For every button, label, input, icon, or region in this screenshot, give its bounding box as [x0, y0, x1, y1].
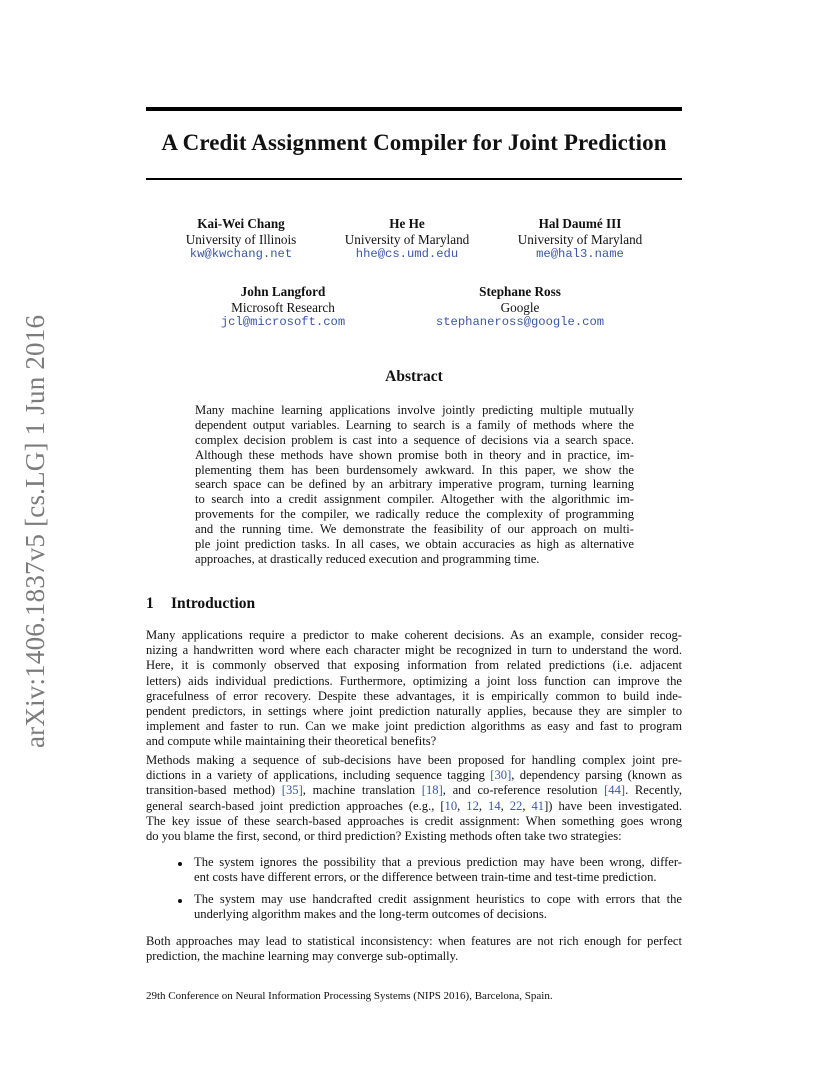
citation-link[interactable]: [30]	[490, 768, 512, 783]
bullet-item-2	[194, 892, 682, 922]
abstract-line: dependent output variables. Learning to search is a family of methods where the	[195, 417, 634, 432]
author-email[interactable]: kw@kwchang.net	[189, 247, 293, 261]
text-line: pendent predictors, in settings where joint prediction naturally applies, because they are simpler to	[146, 703, 682, 718]
bullet-dot	[178, 899, 182, 903]
author-affiliation: University of Maryland	[517, 231, 643, 247]
text-line: Methods making a sequence of sub-decisions have been proposed for handling complex joint pre-	[146, 753, 682, 767]
text-line: transition-based method) [35], machine translation [18], and co-reference resolution [44]. Recently,	[146, 783, 682, 798]
author-block-5	[420, 284, 620, 331]
author-email[interactable]: jcl@microsoft.com	[220, 315, 346, 329]
author-name: He He	[389, 216, 425, 231]
author-block-4	[183, 284, 383, 331]
author-email[interactable]: stephaneross@google.com	[435, 315, 605, 329]
intro-paragraph-1	[146, 628, 682, 750]
text-line: general search-based joint prediction approaches (e.g., [10, 12, 14, 22, 41]) have been investigated.	[146, 798, 682, 813]
abstract-line: plementing them has been burdensomely awkward. In this paper, we show the	[195, 462, 634, 477]
text-line: underlying algorithm makes and the long-term outcomes of decisions.	[194, 907, 547, 922]
abstract-line: ple joint prediction tasks. In all cases, we obtain accuracies as high as alternative	[195, 537, 634, 552]
text-line: Here, it is commonly observed that exposing information from related predictions (i.e. adjacent	[146, 658, 682, 673]
text-line: ent costs have different errors, or the difference between train-time and test-time prediction.	[194, 870, 657, 885]
abstract-line: and the running time. We demonstrate the feasibility of our approach on multi-	[195, 522, 634, 537]
text-line: Many applications require a predictor to make coherent decisions. As an example, consider recog-	[146, 628, 682, 642]
author-name: Kai-Wei Chang	[197, 216, 285, 231]
text-line: The system ignores the possibility that a previous prediction may have been wrong, differ-	[194, 855, 682, 869]
abstract-heading: Abstract	[385, 368, 443, 385]
citation-link[interactable]: 12	[466, 798, 479, 813]
text-line: nizing a handwritten word where each character might be recognized in turn to understand the word.	[146, 643, 682, 658]
text-line: do you blame the first, second, or third prediction? Existing methods often take two strategies:	[146, 828, 622, 843]
abstract-line: Although these methods have shown promise both in theory and in practice, im-	[195, 447, 634, 462]
abstract-line: approaches, at drastically reduced execution and programming time.	[195, 551, 540, 566]
author-affiliation: University of Illinois	[185, 231, 297, 247]
citation-link[interactable]: [35]	[281, 783, 303, 798]
text-line: The key issue of these search-based approaches is credit assignment: When something goes wrong	[146, 813, 682, 828]
author-affiliation: University of Maryland	[344, 231, 470, 247]
section-number: 1	[146, 595, 154, 612]
citation-link[interactable]: 10	[444, 798, 458, 813]
text-line: letters) aids individual predictions. Furthermore, optimizing a joint loss function can improve the	[146, 673, 682, 688]
bullet-dot	[178, 862, 182, 866]
abstract-line: search space can be defined by an arbitrary imperative program, turning learning	[195, 477, 634, 492]
citation-link[interactable]: 22	[509, 798, 523, 813]
author-email[interactable]: me@hal3.name	[536, 247, 624, 261]
intro-paragraph-2	[146, 753, 682, 844]
title-top-rule	[146, 107, 682, 111]
text-line: gracefulness of error recovery. Despite these advantages, it is empirically common to build inde-	[146, 688, 682, 703]
footnote-venue: 29th Conference on Neural Information Processing Systems (NIPS 2016), Barcelona, Spain.	[146, 990, 553, 1002]
text-line: and compute while maintaining their theoretical benefits?	[146, 734, 437, 749]
title-bottom-rule	[146, 178, 682, 180]
author-name: John Langford	[240, 284, 326, 299]
text-line: The system may use handcrafted credit assignment heuristics to cope with errors that the	[194, 892, 682, 906]
citation-link[interactable]: 41	[531, 798, 545, 813]
author-name: Stephane Ross	[479, 284, 561, 299]
author-email[interactable]: hhe@cs.umd.edu	[355, 247, 459, 261]
arxiv-stamp: arXiv:1406.1837v5 [cs.LG] 1 Jun 2016	[20, 314, 50, 748]
section-heading	[146, 595, 255, 613]
citation-link[interactable]: 14	[488, 798, 501, 813]
section-title: Introduction	[171, 595, 256, 612]
text-line: implement and faster to run. Can we make joint prediction algorithms as easy and fast to program	[146, 719, 682, 734]
text-line: prediction, the machine learning may converge sub-optimally.	[146, 949, 459, 964]
author-block-3	[480, 216, 680, 263]
abstract-line: complex decision problem is cast into a sequence of decisions via a search space.	[195, 432, 634, 447]
author-name: Hal Daumé III	[538, 216, 622, 231]
author-affiliation: Google	[500, 299, 540, 315]
abstract-line: Many machine learning applications involve jointly predicting multiple mutually	[195, 403, 634, 417]
abstract-line: to search into a credit assignment compiler. Altogether with the algorithmic im-	[195, 492, 634, 507]
citation-link[interactable]: [44]	[604, 783, 626, 798]
text-line: Both approaches may lead to statistical inconsistency: when features are not rich enough for perfect	[146, 934, 682, 948]
author-block-2	[307, 216, 507, 263]
bullet-item-1	[194, 855, 682, 885]
paper-title: A Credit Assignment Compiler for Joint Prediction	[161, 130, 667, 155]
abstract-line: provements for the compiler, we radically reduce the complexity of programming	[195, 507, 634, 522]
intro-paragraph-3	[146, 934, 682, 964]
author-affiliation: Microsoft Research	[231, 299, 335, 315]
abstract-body	[195, 403, 634, 567]
text-line: dictions in a variety of applications, including sequence tagging [30], dependency parsing (known as	[146, 768, 682, 783]
citation-link[interactable]: [18]	[421, 783, 443, 798]
